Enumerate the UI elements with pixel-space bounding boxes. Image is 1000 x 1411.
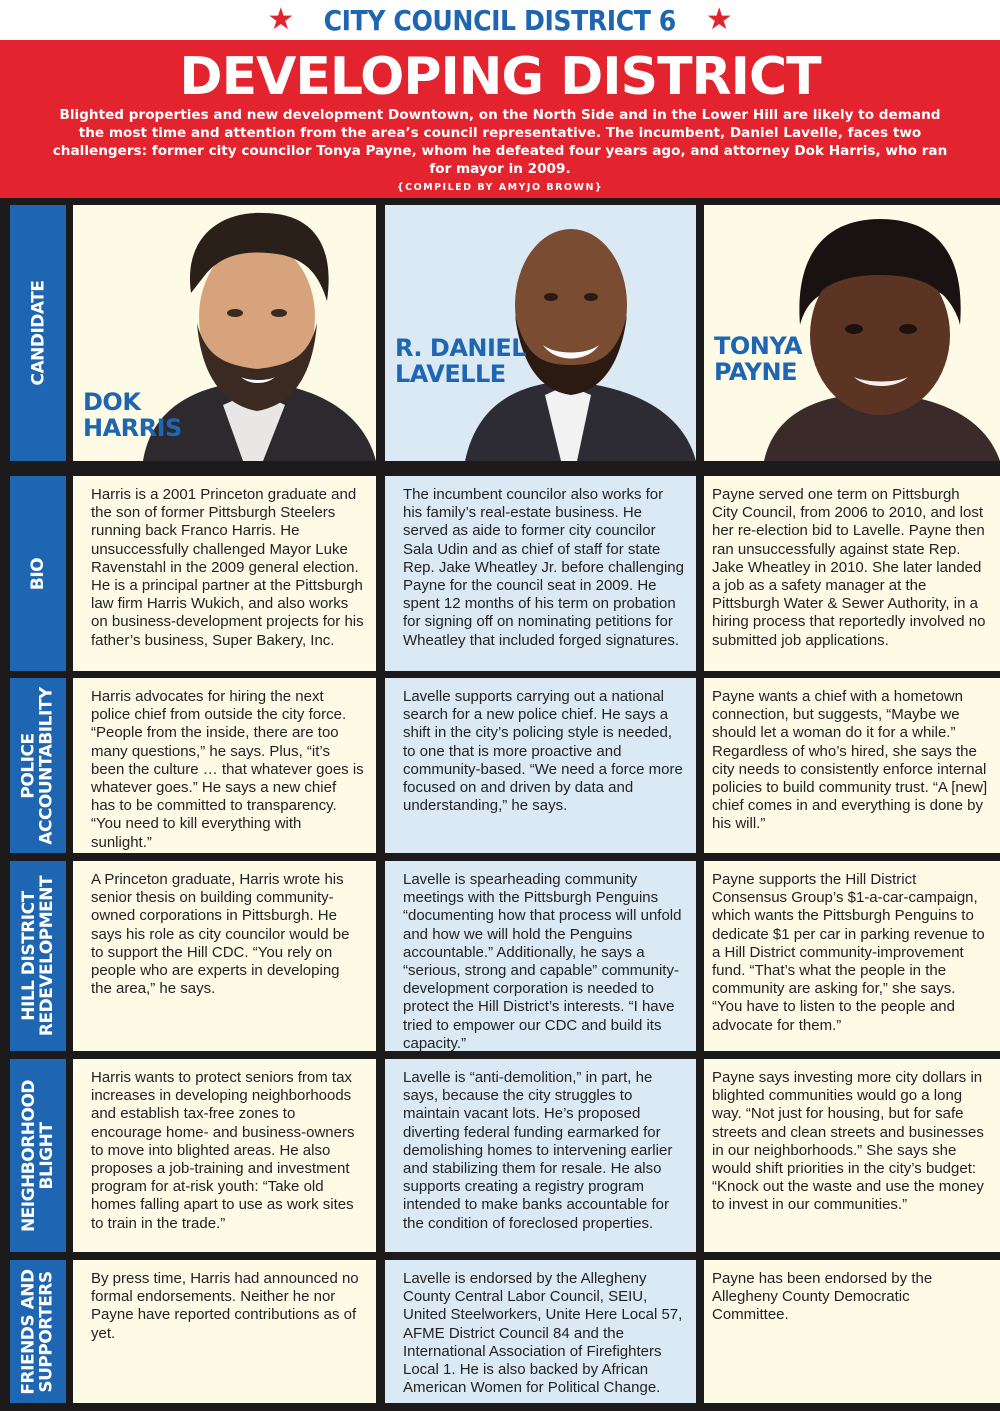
harris-photo-panel [73,205,376,461]
row-label-bio: BIO [10,476,66,671]
payne-photo-panel [704,205,1000,461]
intro-paragraph: Blighted properties and new development Downtown, on the North Side and in the Lower Hill are likely to demand the most time and attention from the area’s council representative. The incumbent, Daniel Lavelle, faces two challengers: former city councilor Tonya Payne, whom he defeated four years ago, and attorney Dok Harris, who ran for mayor in 2009. [52,107,948,177]
byline: {COMPILED BY AMYJO BROWN} [396,182,604,193]
row-label-blight: NEIGHBORHOOD BLIGHT [10,1059,66,1252]
payne-name: TONYA PAYNE [714,332,803,386]
payne-bio: Payne served one term on Pittsburgh City Council, from 2006 to 2010, and lost her re-election bid to Lavelle. Payne then ran unsuccessfully against state Rep. Jake Wheatley in 2010. She later landed a job as a safety manager at the Pittsburgh Water & Sewer Authority, in a hiring process that reportedly involved no submitted job applications. [704,476,1000,671]
harris-bio: Harris is a 2001 Princeton graduate and the son of former Pittsburgh Steelers running back Franco Harris. He unsuccessfully challenged Mayor Luke Ravenstahl in the 2009 general election. He is a principal partner at the Pittsburgh law firm Harris Wukich, and also works on business-development projects for his father’s business, Super Bakery, Inc. [73,476,376,671]
lavelle-hill: Lavelle is spearheading community meetings with the Pittsburgh Penguins “documenting how that process will unfold and how we will hold the Penguins accountable.” Additionally, he says a “serious, strong and capable” community-development corporation is needed to protect the Hill District’s interests. “I have tried to empower our CDC and build its capacity.” [385,861,696,1051]
payne-friends: Payne has been endorsed by the Allegheny County Democratic Committee. [704,1260,1000,1403]
payne-hill: Payne supports the Hill District Consensus Group’s $1-a-car-campaign, which wants the Pittsburgh Penguins to dedicate $1 per car in parking revenue to a Hill District community-improvement fund. “That’s what the people in the community are asking for,” she says. “You have to listen to the people and advocate for them.” [704,861,1000,1051]
lavelle-bio: The incumbent councilor also works for his family’s real-estate business. He served as aide to former city councilor Sala Udin and as chief of staff for state Rep. Jake Wheatley Jr. before challenging Payne for the council seat in 2009. He spent 12 months of his term on probation for signing off on nominating petitions for Wheatley that included forged signatures. [385,476,696,671]
star-icon: ★ [267,3,295,36]
payne-blight: Payne says investing more city dollars in blighted communities would go a long way. “Not just for housing, but for safe streets and clean streets and businesses in our neighborhoods.” She says she would shift priorities in the city’s budget: “Knock out the waste and use the money to invest in our communities.” [704,1059,1000,1252]
title-banner [0,40,1000,198]
lavelle-police: Lavelle supports carrying out a national search for a new police chief. He says a shift in the city’s policing style is needed, to one that is more proactive and community-based. “We need a force more focused on and driven by data and understanding,” he says. [385,678,696,853]
harris-hill: A Princeton graduate, Harris wrote his senior thesis on building community-owned corporations in Pittsburgh. He says his role as city councilor would be to support the Hill CDC. “You rely on people who are experts in developing the area,” he says. [73,861,376,1051]
row-label-candidate: CANDIDATE [10,205,66,461]
row-label-police: POLICE ACCOUNTABILITY [10,678,66,853]
lavelle-friends: Lavelle is endorsed by the Allegheny County Central Labor Council, SEIU, United Steelworkers, Unite Here Local 57, AFME District Council 84 and the International Association of Firefighters Local 1. He is also backed by African American Women for Political Change. [385,1260,696,1403]
lavelle-portrait [385,205,696,461]
harris-police: Harris advocates for hiring the next police chief from outside the city force. “People from the inside, there are too many questions,” he says. Plus, “it’s been the culture … that whatever goes is whatever goes.” He says a new chief has to be committed to transparency. “You need to kill everything with sunlight.” [73,678,376,853]
page-kicker-bar [0,0,1000,40]
star-icon: ★ [705,3,733,36]
row-label-hill: HILL DISTRICT REDEVELOPMENT [10,861,66,1051]
section-kicker: CITY COUNCIL DISTRICT 6 [323,3,677,37]
lavelle-name: R. DANIEL LAVELLE [395,334,527,388]
harris-name: DOK HARRIS [83,388,182,442]
lavelle-photo-panel [385,205,696,461]
row-label-friends: FRIENDS AND SUPPORTERS [10,1260,66,1403]
lavelle-blight: Lavelle is “anti-demolition,” in part, he says, because the city struggles to maintain vacant lots. He’s proposed diverting federal funding earmarked for demolishing homes to intervening earlier and stabilizing them for resale. He also supports creating a registry program intended to make banks accountable for the condition of foreclosed properties. [385,1059,696,1252]
payne-police: Payne wants a chief with a hometown connection, but suggests, “Maybe we should let a woman do it for a while.” Regardless of who’s hired, she says the city needs to consistently enforce internal policies to build community trust. “A [new] chief comes in and everything is done by his will.” [704,678,1000,853]
harris-friends: By press time, Harris had announced no formal endorsements. Neither he nor Payne have reported contributions as of yet. [73,1260,376,1403]
page-title: DEVELOPING DISTRICT [179,47,821,107]
harris-blight: Harris wants to protect seniors from tax increases in developing neighborhoods and establish tax-free zones to encourage home- and business-owners to move into blighted areas. He also proposes a job-training and investment program for at-risk youth: “Take old homes falling apart to use as work sites to train in the trade.” [73,1059,376,1252]
